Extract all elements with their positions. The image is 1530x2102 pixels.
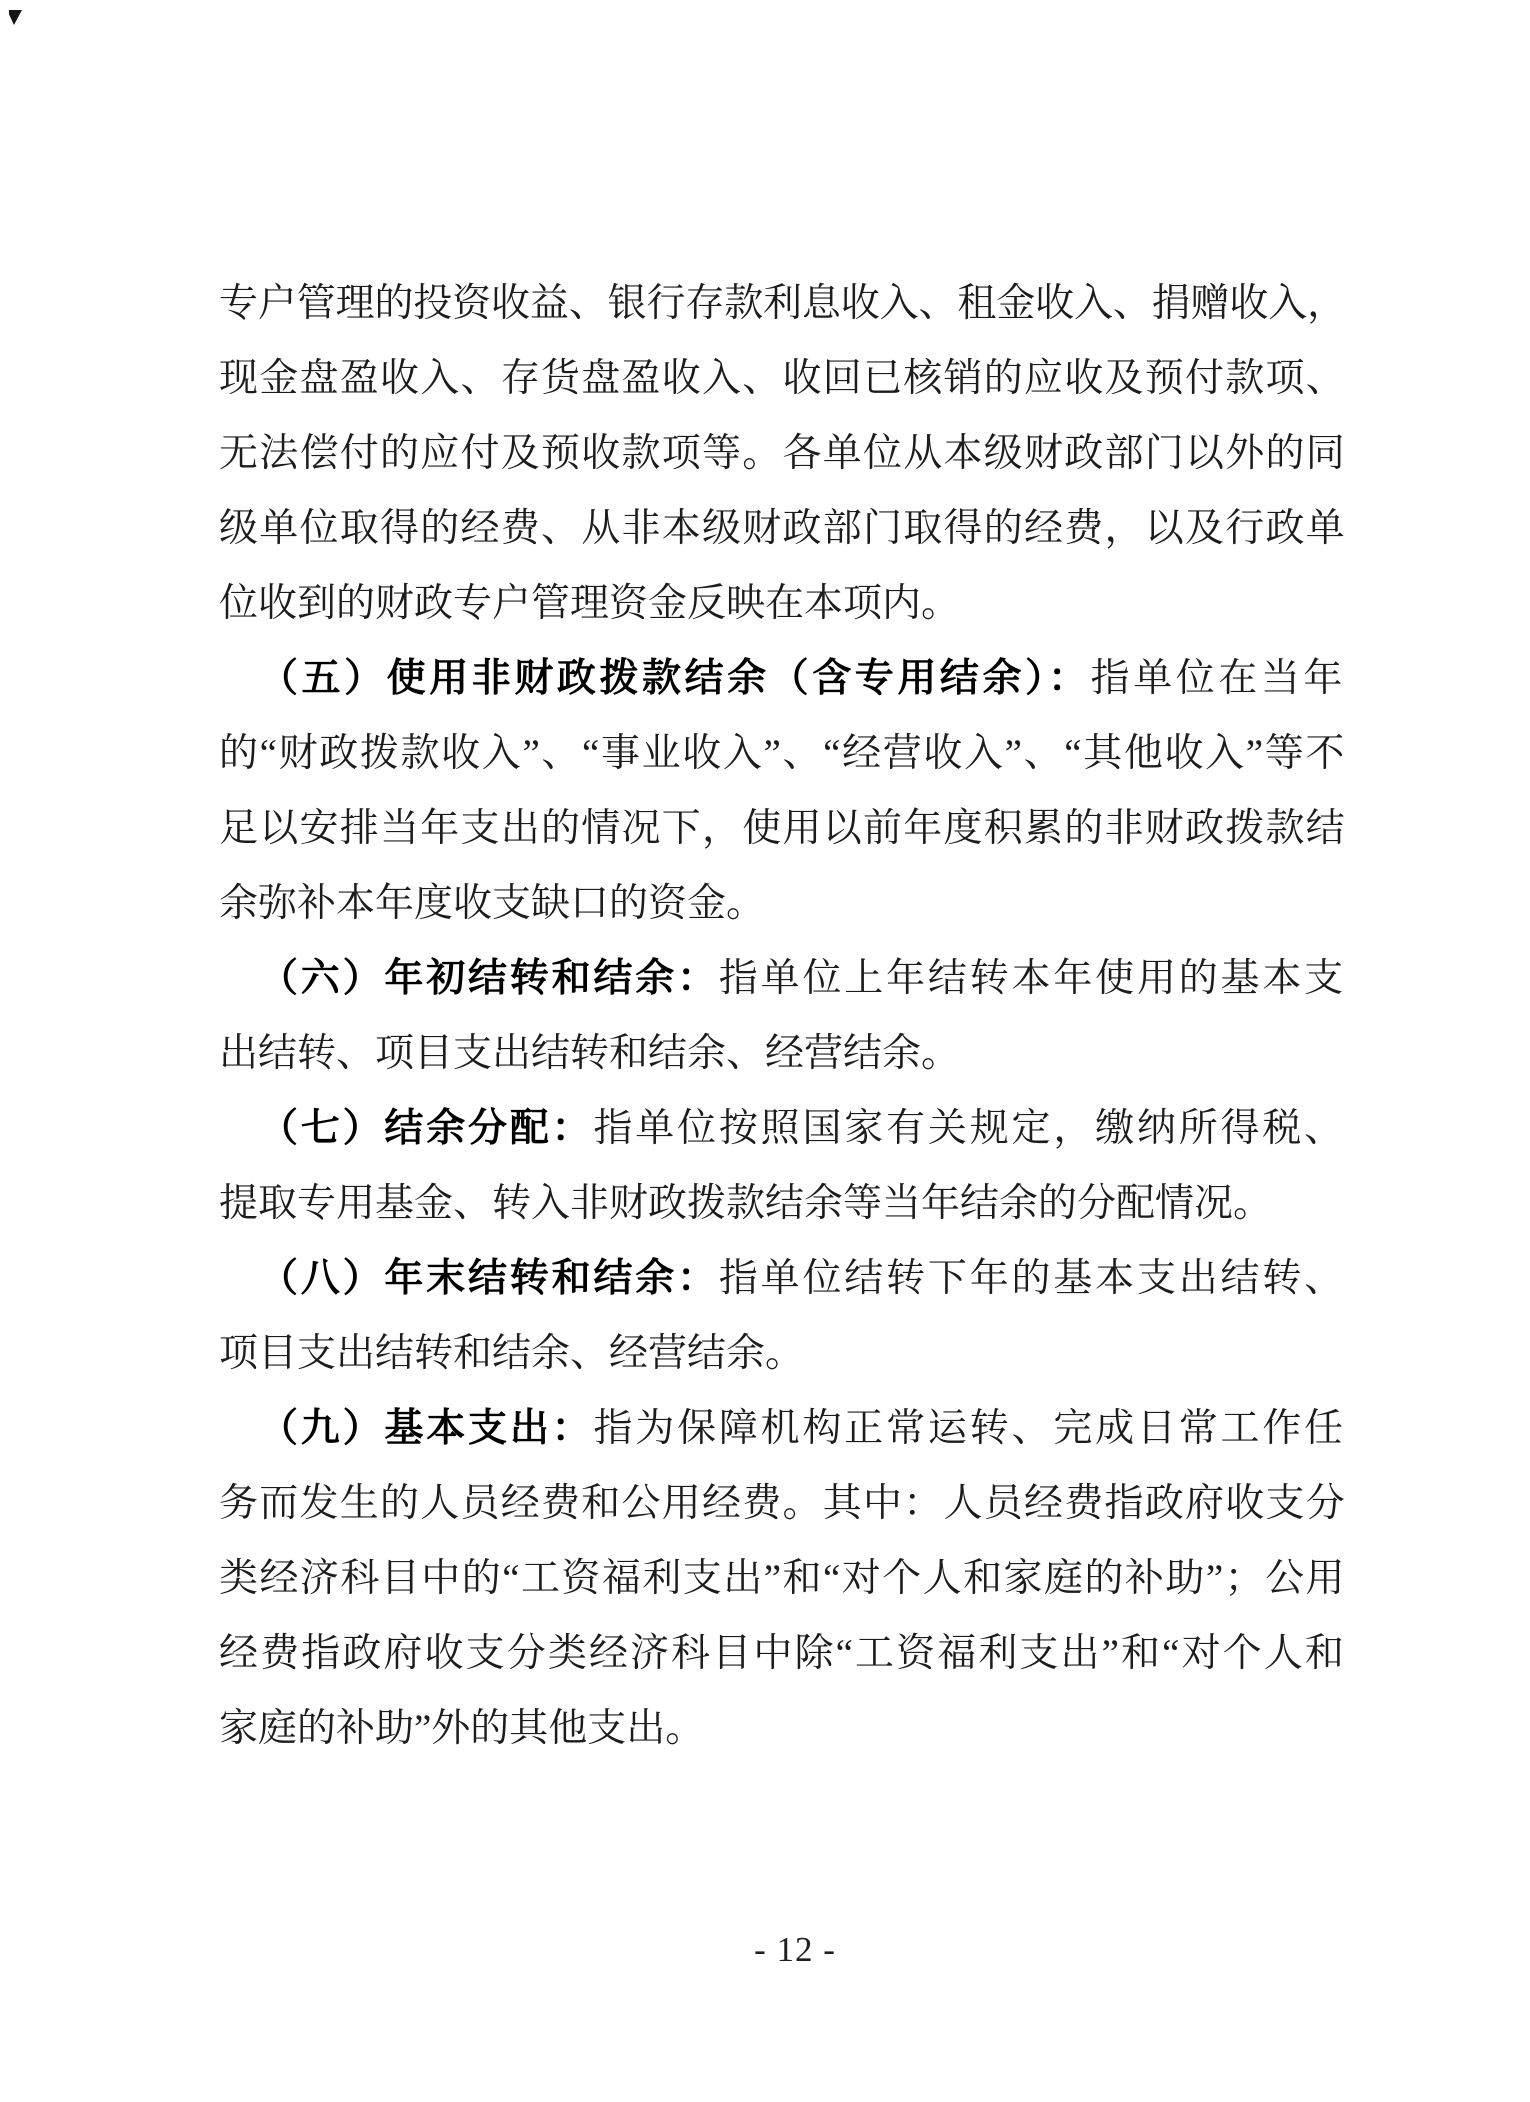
text-line: [219, 1241, 1346, 1316]
paragraph-heading-segment: （九）基本支出：: [259, 1407, 594, 1450]
body-text-segment: 提取专用基金、转入非财政拨款结余等当年结余的分配情况。: [219, 1182, 1273, 1225]
text-line: [219, 341, 1346, 416]
page-footer: [30, 1920, 1530, 1980]
text-line: [219, 1466, 1346, 1541]
body-text-segment: 的“财政拨款收入”、“事业收入”、“经营收入”、“其他收入”等不: [219, 732, 1346, 775]
body-text-segment: 指为保障机构正常运转、完成日常工作任: [593, 1407, 1346, 1450]
text-line: [219, 941, 1346, 1016]
text-line: [219, 416, 1346, 491]
text-line: [219, 716, 1346, 791]
text-line: [219, 1016, 1346, 1091]
page-number: - 12 -: [754, 1930, 836, 1969]
text-line: [219, 1541, 1346, 1616]
body-text-segment: 现金盘盈收入、存货盘盈收入、收回已核销的应收及预付款项、: [219, 357, 1346, 400]
text-line: [219, 1616, 1346, 1691]
text-line: [219, 566, 1346, 641]
body-text-segment: 位收到的财政专户管理资金反映在本项内。: [219, 582, 961, 625]
text-line: [219, 1166, 1346, 1241]
body-text-segment: 项目支出结转和结余、经营结余。: [219, 1332, 805, 1375]
text-line: [219, 866, 1346, 941]
body-text-segment: 经费指政府收支分类经济科目中除“工资福利支出”和“对个人和: [219, 1632, 1346, 1675]
body-text-segment: 专户管理的投资收益、银行存款利息收入、租金收入、捐赠收入，: [219, 282, 1346, 325]
paragraph-heading-segment: （八）年末结转和结余：: [259, 1257, 719, 1300]
text-line: [219, 491, 1346, 566]
body-text-segment: 指单位上年结转本年使用的基本支: [718, 957, 1346, 1000]
scan-artifact-mark: [9, 10, 22, 25]
body-text-segment: 务而发生的人员经费和公用经费。其中：人员经费指政府收支分: [219, 1482, 1346, 1525]
text-line: [219, 1316, 1346, 1391]
text-block: [219, 266, 1346, 1766]
text-line: [219, 641, 1346, 716]
text-line: [219, 791, 1346, 866]
text-line: [219, 1691, 1346, 1766]
paragraph-heading-segment: （五）使用非财政拨款结余（含专用结余）：: [259, 657, 1091, 700]
text-line: [219, 1091, 1346, 1166]
body-text-segment: 出结转、项目支出结转和结余、经营结余。: [219, 1032, 961, 1075]
body-text-segment: 余弥补本年度收支缺口的资金。: [219, 882, 766, 925]
paragraph-heading-segment: （六）年初结转和结余：: [259, 957, 719, 1000]
body-text-segment: 指单位在当年: [1090, 657, 1346, 700]
body-text-segment: 家庭的补助”外的其他支出。: [219, 1707, 705, 1750]
body-text-segment: 无法偿付的应付及预收款项等。各单位从本级财政部门以外的同: [219, 432, 1346, 475]
body-text-segment: 足以安排当年支出的情况下，使用以前年度积累的非财政拨款结: [219, 807, 1346, 850]
body-text-segment: 类经济科目中的“工资福利支出”和“对个人和家庭的补助”；公用: [219, 1557, 1346, 1600]
body-text-segment: 指单位结转下年的基本支出结转、: [718, 1257, 1346, 1300]
body-text-segment: 级单位取得的经费、从非本级财政部门取得的经费，以及行政单: [219, 507, 1346, 550]
text-line: [219, 1391, 1346, 1466]
text-line: [219, 266, 1346, 341]
body-text-segment: 指单位按照国家有关规定，缴纳所得税、: [593, 1107, 1346, 1150]
paragraph-heading-segment: （七）结余分配：: [259, 1107, 594, 1150]
